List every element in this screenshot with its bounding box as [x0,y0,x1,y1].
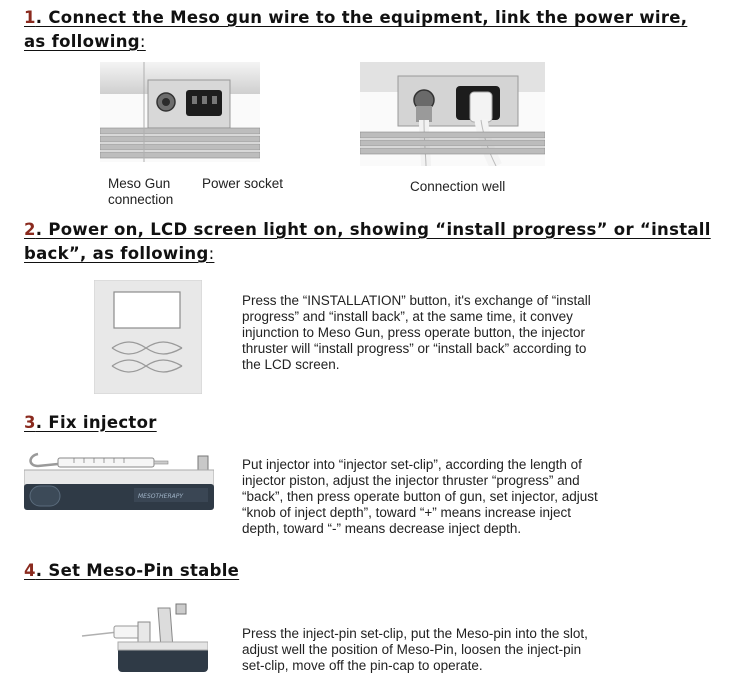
lcd-panel-illustration [94,280,202,394]
section-4-text-line: Press the inject-pin set-clip, put the Meso-pin into the slot, [242,626,588,641]
connection-photo [360,62,545,166]
section-2-heading-line2-wrap [24,244,214,263]
back-panel-photo [100,62,260,162]
section-4-number: 4 [24,561,36,580]
meso-gun-caption-line2: connection [108,192,174,207]
section-3-text-line: “knob of inject depth”, toward “+” means increase inject [242,505,572,520]
section-2-text-line: Press the “INSTALLATION” button, it's exchange of “install [242,293,591,308]
section-4-text-line: set-clip, move off the pin-cap to operate. [242,658,483,673]
connection-well-caption: Connection well [410,179,506,194]
section-3-text-line: injector piston, adjust the injector thruster “progress” and [242,473,580,488]
section-3-number: 3 [24,413,36,432]
section-2-heading-line2: back”, as following [24,244,209,263]
section-3-text-line: “back”, then press operate button of gun, set injector, adjust [242,489,598,504]
section-2-text-line: the LCD screen. [242,357,340,372]
section-3-heading [24,413,157,432]
section-2-text-line: injunction to Meso Gun, press operate button, the injector [242,325,585,340]
injector-gun-photo [24,448,214,512]
section-1-heading-colon: : [139,32,146,51]
section-3-text-line: Put injector into “injector set-clip”, according the length of [242,457,582,472]
section-4-text [242,626,662,674]
section-3-text-line: depth, toward “-” means decrease inject depth. [242,521,522,536]
section-1-heading-line2: as following [24,32,140,51]
section-1-heading [24,8,734,27]
section-2-text [242,293,662,373]
meso-gun-caption-line1: Meso Gun [108,176,171,191]
section-2-number: 2 [24,220,36,239]
section-2-heading [24,220,744,239]
meso-gun-caption [108,176,173,208]
section-2-heading-colon: : [208,244,215,263]
section-4-text-line: adjust well the position of Meso-Pin, loosen the inject-pin [242,642,582,657]
section-1-heading-line2-wrap [24,32,146,51]
section-2-text-line: progress” and “install back”, at the same time, it convey [242,309,573,324]
section-3-heading-text: . Fix injector [35,413,157,432]
section-1-number: 1 [24,8,36,27]
section-1-heading-line1: . Connect the Meso gun wire to the equipment, link the power wire, [35,8,688,27]
meso-pin-photo [78,602,208,682]
section-3-text [242,457,662,537]
section-2-text-line: thruster will “install progress” or “install back” according to [242,341,587,356]
mesotherapy-label: MESOTHERAPY [138,493,184,500]
section-4-heading [24,561,239,580]
section-4-heading-text: . Set Meso-Pin stable [35,561,240,580]
power-socket-caption: Power socket [202,176,284,191]
section-2-heading-line1: . Power on, LCD screen light on, showing “install progress” or “install [35,220,711,239]
